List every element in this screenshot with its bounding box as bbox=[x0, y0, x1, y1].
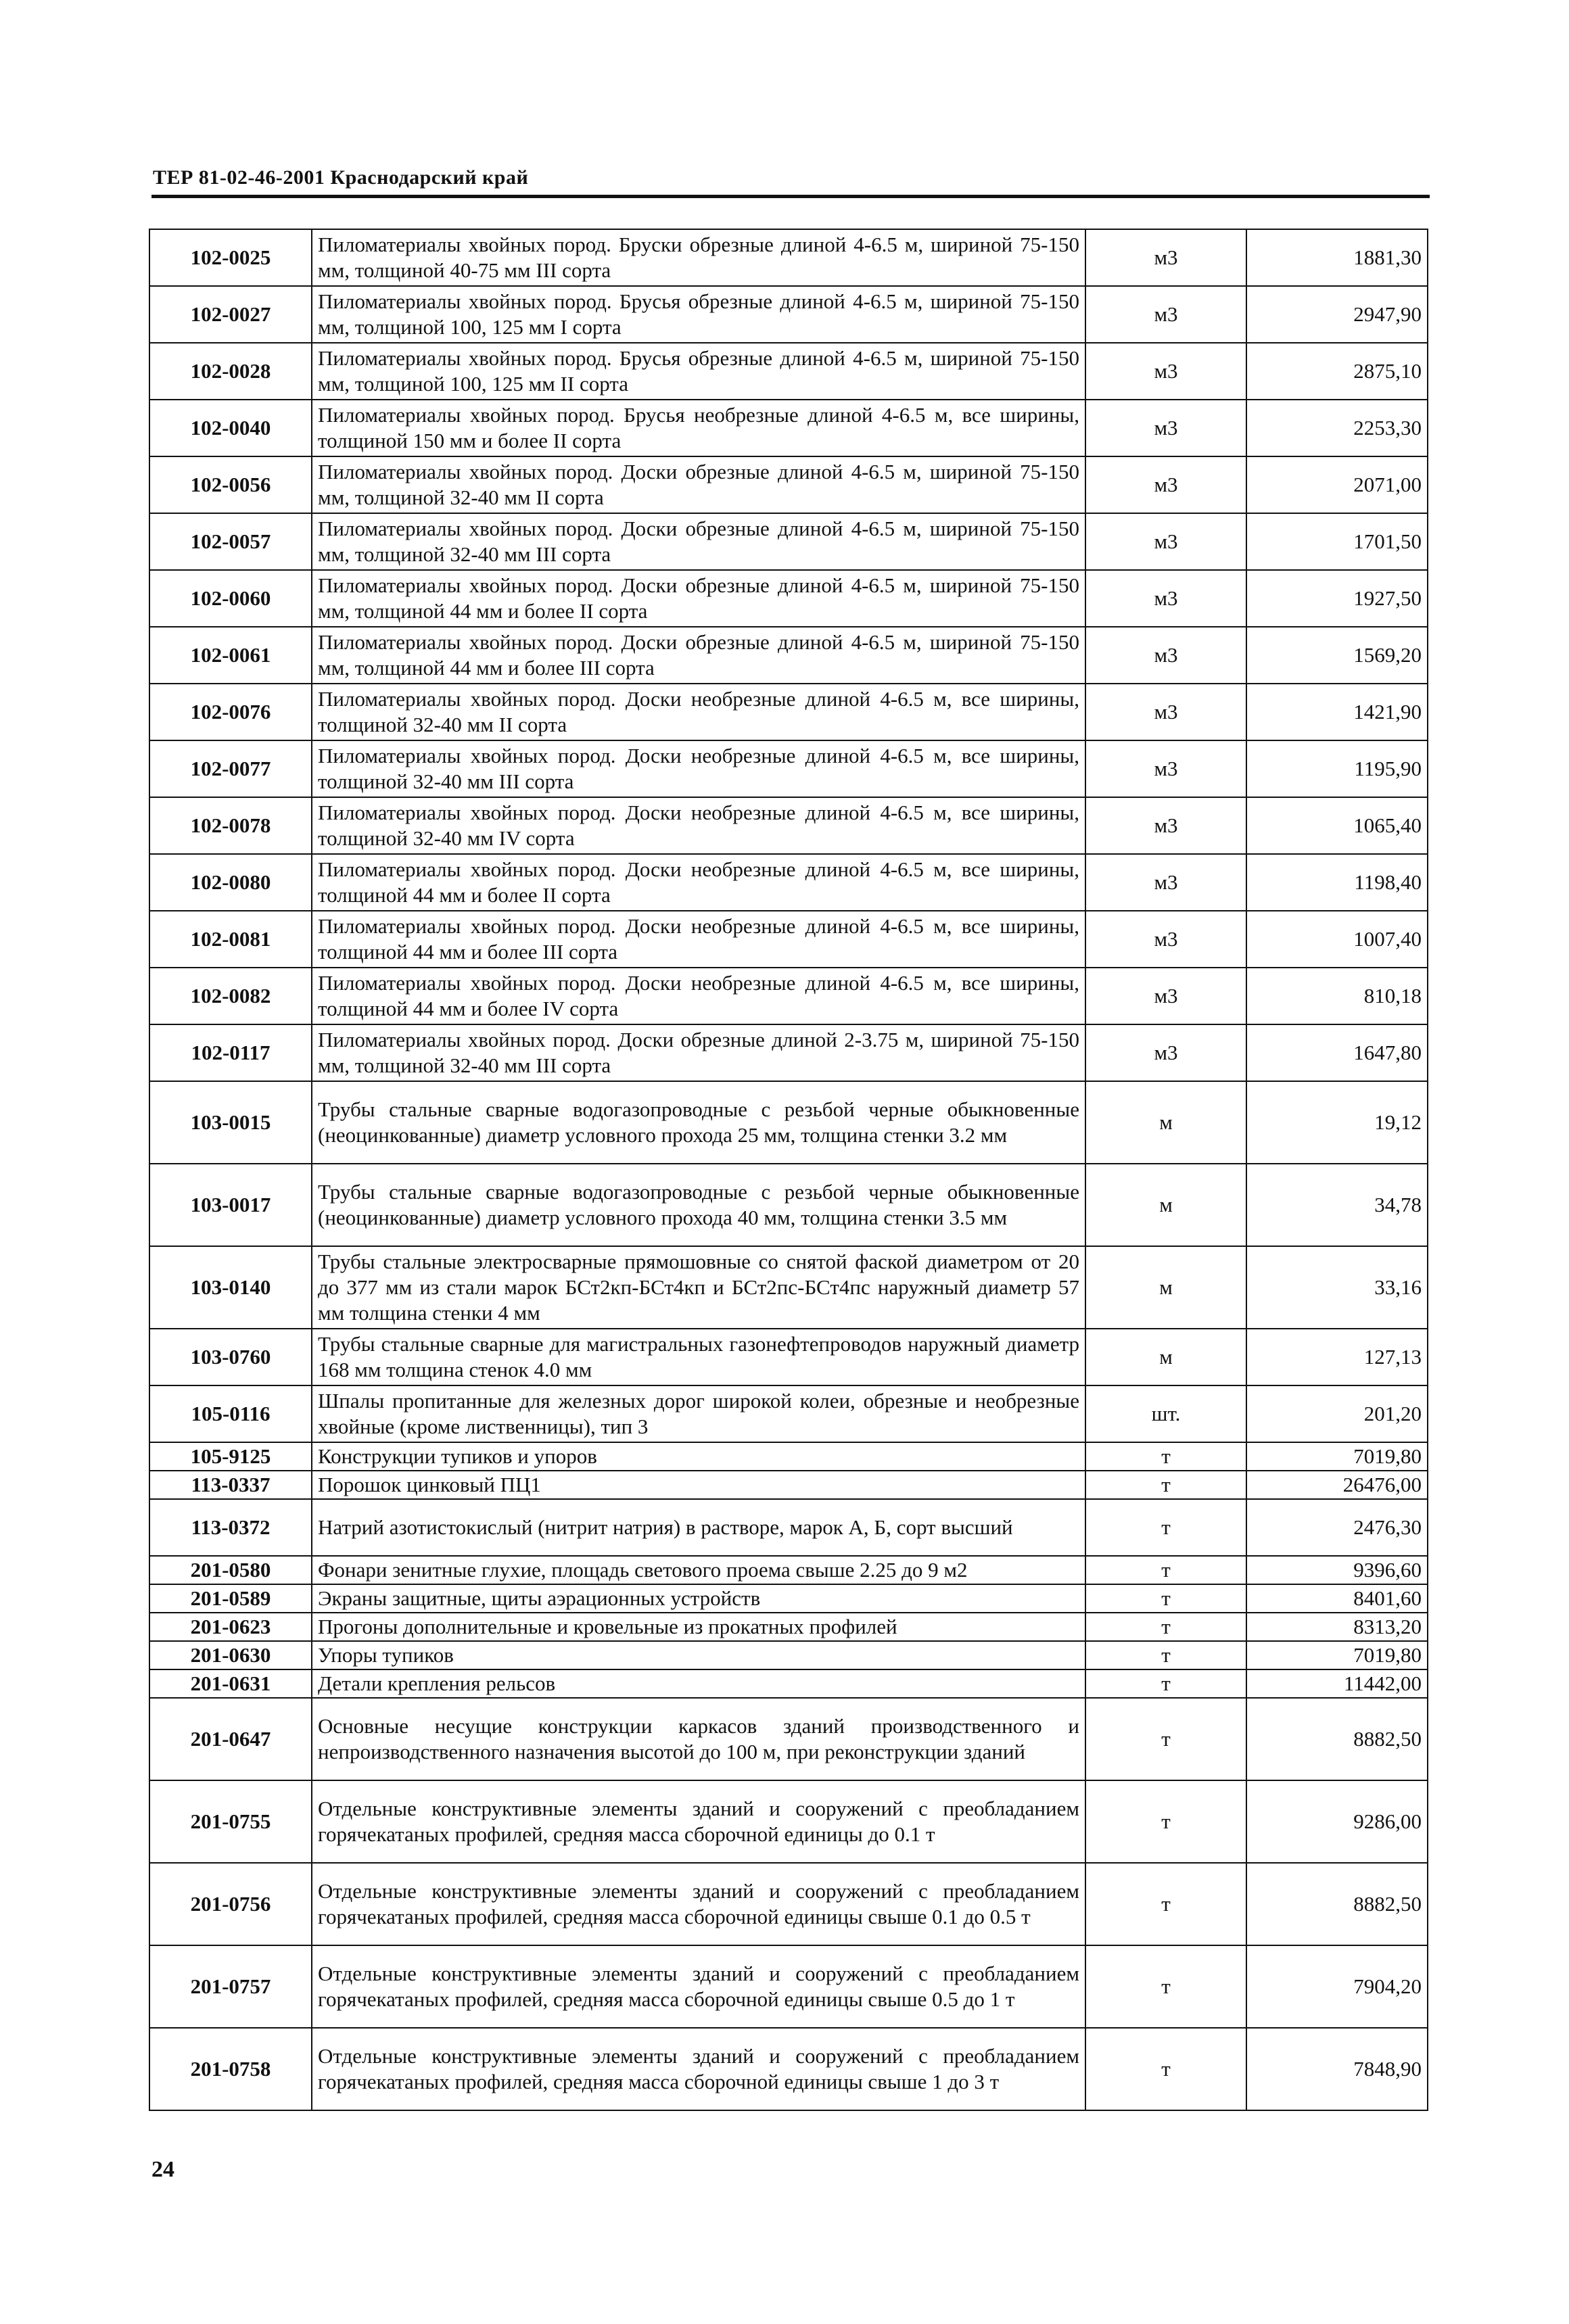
unit-cell: м bbox=[1085, 1081, 1246, 1164]
price-cell: 1927,50 bbox=[1246, 570, 1428, 627]
price-cell: 1569,20 bbox=[1246, 627, 1428, 684]
table-row bbox=[149, 1081, 1428, 1164]
price-cell: 2253,30 bbox=[1246, 400, 1428, 456]
price-cell: 26476,00 bbox=[1246, 1471, 1428, 1499]
unit-cell: т bbox=[1085, 1669, 1246, 1698]
code-cell: 102-0025 bbox=[149, 229, 312, 286]
unit-cell: т bbox=[1085, 1780, 1246, 1863]
code-cell: 102-0056 bbox=[149, 456, 312, 513]
code-cell: 102-0117 bbox=[149, 1024, 312, 1081]
price-cell: 1195,90 bbox=[1246, 740, 1428, 797]
code-cell: 102-0057 bbox=[149, 513, 312, 570]
price-cell: 1701,50 bbox=[1246, 513, 1428, 570]
name-cell: Пиломатериалы хвойных пород. Брусья обрезные длиной 4-6.5 м, шириной 75-150 мм, толщиной 100, 125 мм II сорта bbox=[312, 343, 1085, 400]
price-table-body bbox=[149, 229, 1428, 2110]
price-cell: 8882,50 bbox=[1246, 1698, 1428, 1780]
unit-cell: м bbox=[1085, 1246, 1246, 1329]
code-cell: 201-0757 bbox=[149, 1945, 312, 2028]
table-row bbox=[149, 797, 1428, 854]
table-row bbox=[149, 456, 1428, 513]
price-cell: 810,18 bbox=[1246, 968, 1428, 1024]
table-row bbox=[149, 1863, 1428, 1945]
unit-cell: м3 bbox=[1085, 343, 1246, 400]
code-cell: 102-0076 bbox=[149, 684, 312, 740]
unit-cell: м3 bbox=[1085, 513, 1246, 570]
unit-cell: т bbox=[1085, 1556, 1246, 1584]
code-cell: 113-0337 bbox=[149, 1471, 312, 1499]
table-row bbox=[149, 911, 1428, 968]
code-cell: 113-0372 bbox=[149, 1499, 312, 1556]
table-row bbox=[149, 2028, 1428, 2110]
table-row bbox=[149, 1385, 1428, 1442]
code-cell: 102-0077 bbox=[149, 740, 312, 797]
code-cell: 102-0080 bbox=[149, 854, 312, 911]
price-cell: 1647,80 bbox=[1246, 1024, 1428, 1081]
name-cell: Отдельные конструктивные элементы зданий и сооружений с преобладанием горячекатаных профилей, средняя масса сборочной единицы свыше 0.1 до 0.5 т bbox=[312, 1863, 1085, 1945]
code-cell: 102-0028 bbox=[149, 343, 312, 400]
name-cell: Трубы стальные сварные водогазопроводные с резьбой черные обыкновенные (неоцинкованные) диаметр условного прохода 25 мм, толщина стенки 3.2 мм bbox=[312, 1081, 1085, 1164]
name-cell: Детали крепления рельсов bbox=[312, 1669, 1085, 1698]
name-cell: Прогоны дополнительные и кровельные из прокатных профилей bbox=[312, 1613, 1085, 1641]
name-cell: Экраны защитные, щиты аэрационных устройств bbox=[312, 1584, 1085, 1613]
code-cell: 201-0580 bbox=[149, 1556, 312, 1584]
unit-cell: т bbox=[1085, 1863, 1246, 1945]
name-cell: Шпалы пропитанные для железных дорог широкой колеи, обрезные и необрезные хвойные (кроме лиственницы), тип 3 bbox=[312, 1385, 1085, 1442]
code-cell: 201-0630 bbox=[149, 1641, 312, 1669]
unit-cell: м3 bbox=[1085, 797, 1246, 854]
table-row bbox=[149, 1945, 1428, 2028]
name-cell: Пиломатериалы хвойных пород. Доски необрезные длиной 4-6.5 м, все ширины, толщиной 44 мм и более IV сорта bbox=[312, 968, 1085, 1024]
unit-cell: м3 bbox=[1085, 1024, 1246, 1081]
unit-cell: м3 bbox=[1085, 400, 1246, 456]
unit-cell: т bbox=[1085, 1584, 1246, 1613]
name-cell: Трубы стальные электросварные прямошовные со снятой фаской диаметром от 20 до 377 мм из стали марок БСт2кп-БСт4кп и БСт2пс-БСт4пс наружный диаметр 57 мм толщина стенки 4 мм bbox=[312, 1246, 1085, 1329]
price-cell: 7904,20 bbox=[1246, 1945, 1428, 2028]
price-cell: 127,13 bbox=[1246, 1329, 1428, 1385]
name-cell: Пиломатериалы хвойных пород. Бруски обрезные длиной 4-6.5 м, шириной 75-150 мм, толщиной 40-75 мм III сорта bbox=[312, 229, 1085, 286]
page-header: ТЕР 81-02-46-2001 Краснодарский край bbox=[153, 166, 529, 189]
table-row bbox=[149, 229, 1428, 286]
unit-cell: м3 bbox=[1085, 570, 1246, 627]
table-row bbox=[149, 1499, 1428, 1556]
table-row bbox=[149, 1329, 1428, 1385]
price-cell: 34,78 bbox=[1246, 1164, 1428, 1246]
unit-cell: м3 bbox=[1085, 740, 1246, 797]
name-cell: Упоры тупиков bbox=[312, 1641, 1085, 1669]
price-cell: 2476,30 bbox=[1246, 1499, 1428, 1556]
code-cell: 102-0082 bbox=[149, 968, 312, 1024]
table-row bbox=[149, 627, 1428, 684]
unit-cell: м3 bbox=[1085, 627, 1246, 684]
name-cell: Пиломатериалы хвойных пород. Доски необрезные длиной 4-6.5 м, все ширины, толщиной 32-40 мм IV сорта bbox=[312, 797, 1085, 854]
name-cell: Пиломатериалы хвойных пород. Доски необрезные длиной 4-6.5 м, все ширины, толщиной 32-40 мм II сорта bbox=[312, 684, 1085, 740]
name-cell: Пиломатериалы хвойных пород. Брусья обрезные длиной 4-6.5 м, шириной 75-150 мм, толщиной 100, 125 мм I сорта bbox=[312, 286, 1085, 343]
code-cell: 201-0623 bbox=[149, 1613, 312, 1641]
table-row bbox=[149, 1556, 1428, 1584]
unit-cell: т bbox=[1085, 1499, 1246, 1556]
table-row bbox=[149, 1584, 1428, 1613]
unit-cell: м bbox=[1085, 1164, 1246, 1246]
code-cell: 102-0040 bbox=[149, 400, 312, 456]
unit-cell: м3 bbox=[1085, 968, 1246, 1024]
table-row bbox=[149, 400, 1428, 456]
price-cell: 1007,40 bbox=[1246, 911, 1428, 968]
table-row bbox=[149, 740, 1428, 797]
table-row bbox=[149, 1024, 1428, 1081]
price-cell: 8882,50 bbox=[1246, 1863, 1428, 1945]
unit-cell: м3 bbox=[1085, 456, 1246, 513]
code-cell: 201-0647 bbox=[149, 1698, 312, 1780]
table-row bbox=[149, 513, 1428, 570]
price-cell: 8401,60 bbox=[1246, 1584, 1428, 1613]
name-cell: Пиломатериалы хвойных пород. Доски необрезные длиной 4-6.5 м, все ширины, толщиной 44 мм и более II сорта bbox=[312, 854, 1085, 911]
code-cell: 102-0078 bbox=[149, 797, 312, 854]
page-number: 24 bbox=[151, 2157, 174, 2182]
code-cell: 103-0017 bbox=[149, 1164, 312, 1246]
unit-cell: т bbox=[1085, 1613, 1246, 1641]
table-row bbox=[149, 968, 1428, 1024]
table-row bbox=[149, 1669, 1428, 1698]
unit-cell: т bbox=[1085, 1442, 1246, 1471]
name-cell: Пиломатериалы хвойных пород. Доски необрезные длиной 4-6.5 м, все ширины, толщиной 32-40 мм III сорта bbox=[312, 740, 1085, 797]
code-cell: 201-0755 bbox=[149, 1780, 312, 1863]
header-rule bbox=[151, 195, 1430, 198]
name-cell: Трубы стальные сварные для магистральных газонефтепроводов наружный диаметр 168 мм толщина стенок 4.0 мм bbox=[312, 1329, 1085, 1385]
name-cell: Пиломатериалы хвойных пород. Доски обрезные длиной 4-6.5 м, шириной 75-150 мм, толщиной 44 мм и более III сорта bbox=[312, 627, 1085, 684]
table-row bbox=[149, 570, 1428, 627]
price-cell: 2875,10 bbox=[1246, 343, 1428, 400]
code-cell: 201-0758 bbox=[149, 2028, 312, 2110]
code-cell: 103-0140 bbox=[149, 1246, 312, 1329]
name-cell: Пиломатериалы хвойных пород. Брусья необрезные длиной 4-6.5 м, все ширины, толщиной 150 мм и более II сорта bbox=[312, 400, 1085, 456]
price-cell: 1065,40 bbox=[1246, 797, 1428, 854]
code-cell: 201-0631 bbox=[149, 1669, 312, 1698]
table-row bbox=[149, 1164, 1428, 1246]
unit-cell: м3 bbox=[1085, 684, 1246, 740]
price-cell: 11442,00 bbox=[1246, 1669, 1428, 1698]
unit-cell: м3 bbox=[1085, 286, 1246, 343]
name-cell: Пиломатериалы хвойных пород. Доски обрезные длиной 4-6.5 м, шириной 75-150 мм, толщиной 32-40 мм III сорта bbox=[312, 513, 1085, 570]
name-cell: Трубы стальные сварные водогазопроводные с резьбой черные обыкновенные (неоцинкованные) диаметр условного прохода 40 мм, толщина стенки 3.5 мм bbox=[312, 1164, 1085, 1246]
price-cell: 7019,80 bbox=[1246, 1641, 1428, 1669]
unit-cell: т bbox=[1085, 1471, 1246, 1499]
unit-cell: м3 bbox=[1085, 911, 1246, 968]
price-cell: 2071,00 bbox=[1246, 456, 1428, 513]
price-cell: 19,12 bbox=[1246, 1081, 1428, 1164]
unit-cell: т bbox=[1085, 1945, 1246, 2028]
table-row bbox=[149, 1780, 1428, 1863]
code-cell: 102-0027 bbox=[149, 286, 312, 343]
price-cell: 7019,80 bbox=[1246, 1442, 1428, 1471]
price-cell: 33,16 bbox=[1246, 1246, 1428, 1329]
unit-cell: м3 bbox=[1085, 229, 1246, 286]
price-table bbox=[149, 229, 1428, 2111]
name-cell: Основные несущие конструкции каркасов зданий производственного и непроизводственного назначения высотой до 100 м, при реконструкции зданий bbox=[312, 1698, 1085, 1780]
unit-cell: шт. bbox=[1085, 1385, 1246, 1442]
code-cell: 102-0061 bbox=[149, 627, 312, 684]
table-row bbox=[149, 1246, 1428, 1329]
name-cell: Пиломатериалы хвойных пород. Доски обрезные длиной 4-6.5 м, шириной 75-150 мм, толщиной 32-40 мм II сорта bbox=[312, 456, 1085, 513]
name-cell: Пиломатериалы хвойных пород. Доски обрезные длиной 2-3.75 м, шириной 75-150 мм, толщиной 32-40 мм III сорта bbox=[312, 1024, 1085, 1081]
table-row bbox=[149, 684, 1428, 740]
price-cell: 1421,90 bbox=[1246, 684, 1428, 740]
name-cell: Натрий азотистокислый (нитрит натрия) в растворе, марок А, Б, сорт высший bbox=[312, 1499, 1085, 1556]
code-cell: 105-9125 bbox=[149, 1442, 312, 1471]
unit-cell: м bbox=[1085, 1329, 1246, 1385]
code-cell: 105-0116 bbox=[149, 1385, 312, 1442]
name-cell: Конструкции тупиков и упоров bbox=[312, 1442, 1085, 1471]
name-cell: Порошок цинковый ПЦ1 bbox=[312, 1471, 1085, 1499]
table-row bbox=[149, 1471, 1428, 1499]
name-cell: Отдельные конструктивные элементы зданий и сооружений с преобладанием горячекатаных профилей, средняя масса сборочной единицы до 0.1 т bbox=[312, 1780, 1085, 1863]
table-row bbox=[149, 1613, 1428, 1641]
name-cell: Отдельные конструктивные элементы зданий и сооружений с преобладанием горячекатаных профилей, средняя масса сборочной единицы свыше 0.5 до 1 т bbox=[312, 1945, 1085, 2028]
table-row bbox=[149, 1641, 1428, 1669]
code-cell: 201-0756 bbox=[149, 1863, 312, 1945]
code-cell: 102-0081 bbox=[149, 911, 312, 968]
code-cell: 201-0589 bbox=[149, 1584, 312, 1613]
name-cell: Пиломатериалы хвойных пород. Доски обрезные длиной 4-6.5 м, шириной 75-150 мм, толщиной 44 мм и более II сорта bbox=[312, 570, 1085, 627]
price-cell: 1198,40 bbox=[1246, 854, 1428, 911]
code-cell: 103-0760 bbox=[149, 1329, 312, 1385]
price-cell: 201,20 bbox=[1246, 1385, 1428, 1442]
table-row bbox=[149, 854, 1428, 911]
unit-cell: м3 bbox=[1085, 854, 1246, 911]
price-cell: 1881,30 bbox=[1246, 229, 1428, 286]
price-cell: 2947,90 bbox=[1246, 286, 1428, 343]
table-row bbox=[149, 1698, 1428, 1780]
name-cell: Фонари зенитные глухие, площадь светового проема свыше 2.25 до 9 м2 bbox=[312, 1556, 1085, 1584]
table-row bbox=[149, 286, 1428, 343]
unit-cell: т bbox=[1085, 1641, 1246, 1669]
price-cell: 9396,60 bbox=[1246, 1556, 1428, 1584]
code-cell: 102-0060 bbox=[149, 570, 312, 627]
name-cell: Пиломатериалы хвойных пород. Доски необрезные длиной 4-6.5 м, все ширины, толщиной 44 мм и более III сорта bbox=[312, 911, 1085, 968]
code-cell: 103-0015 bbox=[149, 1081, 312, 1164]
table-row bbox=[149, 1442, 1428, 1471]
price-cell: 7848,90 bbox=[1246, 2028, 1428, 2110]
price-cell: 9286,00 bbox=[1246, 1780, 1428, 1863]
unit-cell: т bbox=[1085, 2028, 1246, 2110]
name-cell: Отдельные конструктивные элементы зданий и сооружений с преобладанием горячекатаных профилей, средняя масса сборочной единицы свыше 1 до 3 т bbox=[312, 2028, 1085, 2110]
price-cell: 8313,20 bbox=[1246, 1613, 1428, 1641]
table-row bbox=[149, 343, 1428, 400]
unit-cell: т bbox=[1085, 1698, 1246, 1780]
